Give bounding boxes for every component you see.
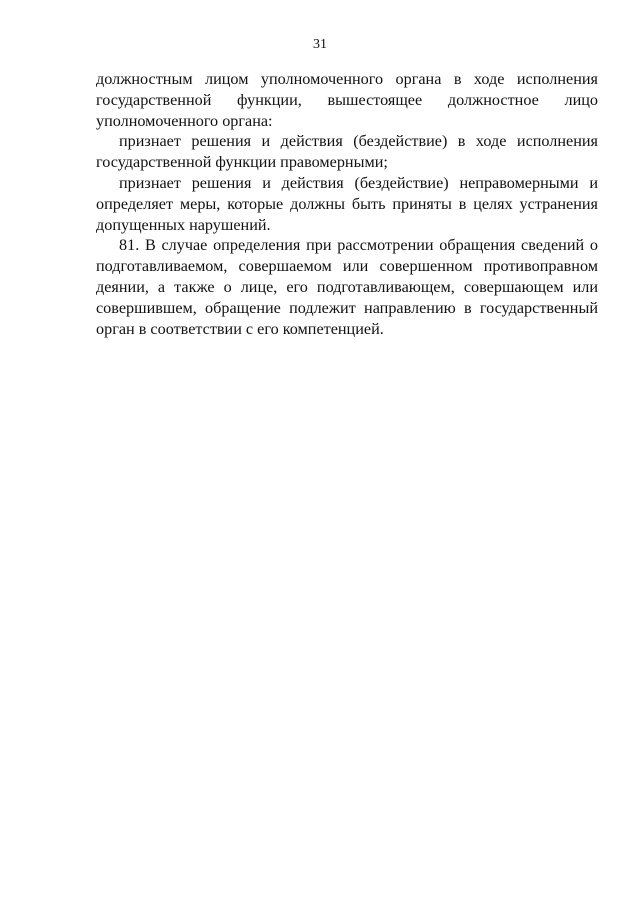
page-number: 31 <box>313 37 327 52</box>
document-body <box>96 69 598 339</box>
paragraph-item-81: 81. В случае определения при рассмотрении обращения сведений о подготавливаемом, совершаемом или совершенном противоправном деянии, а также о лице, его подготавливающем, совершающем или совершившем, обращение подлежит направлению в государственный орган в соответствии с его компетенцией. <box>96 236 598 338</box>
paragraph-lawful-decision: признает решения и действия (бездействие) в ходе исполнения государственной функции правомерными; <box>96 132 598 172</box>
paragraph-unlawful-decision: признает решения и действия (бездействие) неправомерными и определяет меры, которые должны быть приняты в целях устранения допущенных нарушений. <box>96 173 598 234</box>
paragraph-continuation: должностным лицом уполномоченного органа в ходе исполнения государственной функции, вышестоящее должностное лицо уполномоченного органа: <box>96 70 598 130</box>
